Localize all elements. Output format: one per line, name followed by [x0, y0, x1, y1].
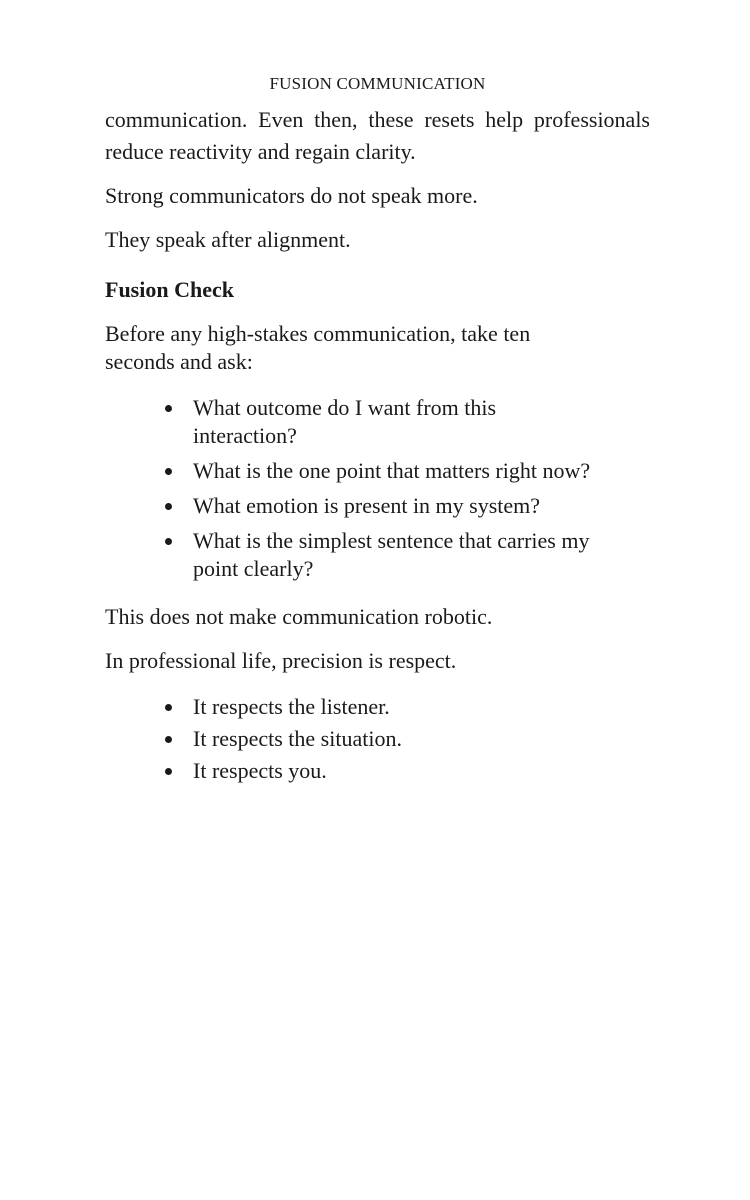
bullet-icon [165, 538, 172, 545]
paragraph-strong-communicators: Strong communicators do not speak more. [105, 183, 478, 208]
bullet-icon [165, 704, 172, 711]
question-list [105, 394, 650, 583]
paragraph-alignment: They speak after alignment. [105, 227, 351, 252]
bullet-icon [165, 768, 172, 775]
list-item: What is the simplest sentence that carries my point clearly? [165, 527, 633, 583]
list-item: It respects you. [165, 757, 650, 785]
paragraph-continuation: communication. Even then, these resets help professionals reduce reactivity and regain clarity. [105, 107, 650, 164]
bullet-icon [165, 503, 172, 510]
paragraph-before-ask: Before any high-stakes communication, take ten seconds and ask: [105, 321, 531, 374]
running-head: FUSION COMMUNICATION [269, 74, 486, 93]
bullet-icon [165, 405, 172, 412]
bullet-icon [165, 736, 172, 743]
list-item: What is the one point that matters right now? [165, 457, 650, 485]
paragraph-precision: In professional life, precision is respect. [105, 648, 457, 673]
list-item: It respects the listener. [165, 693, 650, 721]
respects-list [105, 693, 650, 785]
paragraph-not-robotic: This does not make communication robotic. [105, 604, 493, 629]
bullet-icon [165, 468, 172, 475]
document-page [105, 72, 650, 803]
list-item: It respects the situation. [165, 725, 650, 753]
list-item: What emotion is present in my system? [165, 492, 650, 520]
list-item: What outcome do I want from this interaction? [165, 394, 543, 450]
section-heading: Fusion Check [105, 277, 234, 302]
